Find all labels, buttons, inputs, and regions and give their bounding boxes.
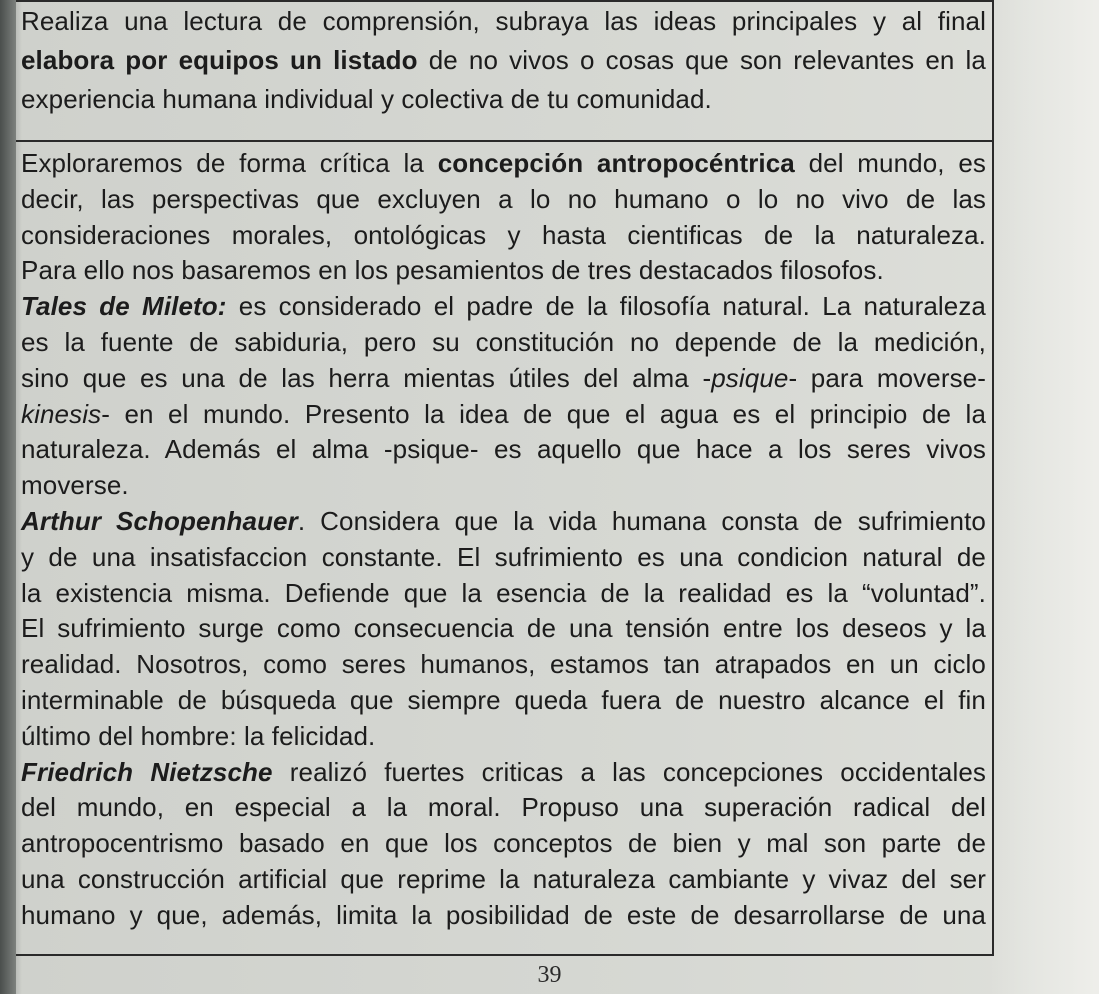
- nietzsche-paragraph: [21, 755, 986, 934]
- intro-line-1: [21, 146, 986, 182]
- nietzsche-line-5: humano y que, además, limita la posibilidad de este de desarrollarse de una: [21, 899, 986, 930]
- schopenhauer-name: Arthur Schopenhauer: [21, 505, 298, 536]
- tales-line-3-a: sino que es una de las herra mientas útiles del alma -: [21, 362, 712, 393]
- tales-line-1-rest: es considerado el padre de la filosofía natural. La naturaleza: [226, 291, 986, 322]
- nietzsche-line-1-rest: realizó fuertes criticas a las concepciones occidentales: [272, 756, 986, 787]
- nietzsche-line-4: una construcción artificial que reprime la naturaleza cambiante y vivaz del ser: [21, 863, 986, 894]
- tales-psique-term: psique: [711, 362, 789, 393]
- instructions-line-3: experiencia humana individual y colectiva de tu comunidad.: [21, 84, 712, 114]
- nietzsche-line-1: [21, 755, 986, 791]
- nietzsche-name: Friedrich Nietzsche: [21, 756, 273, 787]
- tales-line-4: [21, 397, 986, 433]
- schopenhauer-line-2: y de una insatisfaccion constante. El sufrimiento es una condicion natural de: [21, 541, 986, 572]
- page-margin: [989, 0, 1099, 994]
- schopenhauer-line-3: la existencia misma. Defiende que la esencia de la realidad es la “voluntad”.: [21, 577, 986, 608]
- schopenhauer-line-6: interminable de búsqueda que siempre queda fuera de nuestro alcance el fin: [21, 684, 986, 715]
- tales-kinesis-term: kinesis: [21, 398, 102, 429]
- intro-line-1-a: Exploraremos de forma crítica la: [21, 148, 438, 178]
- instructions-line-1: Realiza una lectura de comprensión, subraya las ideas principales y al final: [21, 6, 986, 36]
- schopenhauer-paragraph: [21, 504, 986, 755]
- instructions-line-2-rest: de no vivos o cosas que son relevantes en la: [417, 45, 986, 75]
- intro-line-2: decir, las perspectivas que excluyen a lo no humano o lo no vivo de las: [21, 183, 986, 214]
- instructions-box: [16, 0, 994, 142]
- schopenhauer-line-1-rest: . Considera que la vida humana consta de sufrimiento: [297, 505, 986, 536]
- tales-line-5: naturaleza. Además el alma -psique- es aquello que hace a los seres vivos: [21, 434, 986, 465]
- intro-line-3: consideraciones morales, ontológicas y hasta cientificas de la naturaleza.: [21, 219, 986, 250]
- tales-paragraph: [21, 289, 986, 504]
- intro-line-4: Para ello nos basaremos en los pesamientos de tres destacados filosofos.: [21, 255, 884, 286]
- schopenhauer-line-1: [21, 504, 986, 540]
- tales-line-1: [21, 289, 986, 325]
- instructions-line-2: [21, 41, 986, 80]
- intro-paragraph: [21, 146, 986, 289]
- tales-line-3: [21, 361, 986, 397]
- schopenhauer-line-7: último del hombre: la felicidad.: [21, 720, 376, 751]
- schopenhauer-line-4: El sufrimiento surge como consecuencia de una tensión entre los deseos y la: [21, 613, 986, 644]
- nietzsche-line-3: antropocentrismo basado en que los conceptos de bien y mal son parte de: [21, 828, 986, 859]
- intro-line-1-b: del mundo, es: [794, 148, 986, 178]
- nietzsche-line-2: del mundo, en especial a la moral. Propuso una superación radical del: [21, 792, 986, 823]
- tales-line-6: moverse.: [21, 470, 129, 501]
- tales-line-4-rest: - en el mundo. Presento la idea de que el agua es el principio de la: [101, 398, 986, 429]
- tales-line-2: es la fuente de sabiduria, pero su constitución no depende de la medición,: [21, 326, 986, 357]
- instructions-bold-phrase: elabora por equipos un listado: [21, 45, 418, 75]
- tales-line-3-b: - para moverse-: [788, 362, 987, 393]
- intro-bold-term: concepción antropocéntrica: [437, 148, 795, 178]
- tales-name: Tales de Mileto:: [21, 291, 227, 322]
- reading-box: [16, 140, 994, 956]
- schopenhauer-line-5: realidad. Nosotros, como seres humanos, estamos tan atrapados en un ciclo: [21, 649, 986, 680]
- page-number: 39: [537, 962, 562, 988]
- book-spine-shadow: [0, 0, 16, 994]
